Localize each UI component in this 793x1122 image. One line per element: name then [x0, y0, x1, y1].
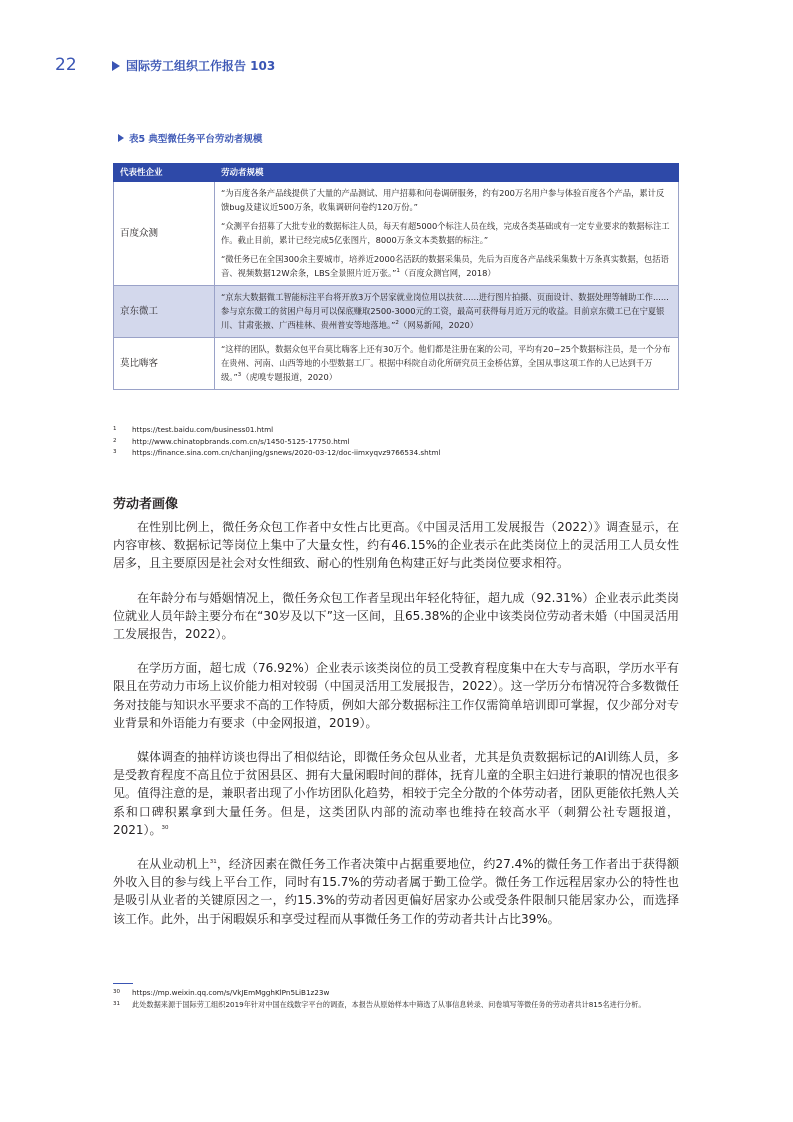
body-text-span: 媒体调查的抽样访谈也得出了相似结论，即微任务众包从业者，尤其是负责数据标记的AI训练人员，多是受教育程度不高且位于贫困县区、拥有大量闲暇时间的群体，抚育儿童的全职主妇进行兼职的情况也很多见。值得注意的是，兼职者出现了小作坊团队化趋势，相较于完全分散的个体劳动者，团队更能依托熟人关系和口碑积累拿到大量任务。但是，这类团队内部的流动率也维持在较高水平（刺猬公社专题报道，2021）。	[113, 750, 679, 837]
table-header-row	[114, 164, 679, 182]
worker-scale-table	[113, 163, 679, 390]
scale-text: “京东大数据微工智能标注平台将开放3万个居家就业岗位用以扶贫......进行图片拍摄、页面设计、数据处理等辅助工作......参与京东微工的贫困户每月可以保底赚取2500-3000元的工资，最高可获得每月近万元的收益。目前京东微工已在宁夏银川、甘肃张掖、广西桂林、贵州普安等地落地。”	[221, 292, 669, 330]
footnote-link[interactable]: https://mp.weixin.qq.com/s/VkJEmMgghKlPn5LiB1z23w	[132, 988, 330, 997]
scale-paragraph: “为百度各条产品线提供了大量的产品测试、用户招募和问卷调研服务，约有200万名用户参与体验百度各个产品，累计反馈bug及建议近500万条，收集调研问卷约120万份。”	[221, 188, 665, 212]
table-row	[114, 182, 679, 286]
footnote-link[interactable]: http://www.chinatopbrands.com.cn/s/1450-5125-17750.html	[132, 436, 350, 446]
footnote-link[interactable]: https://test.baidu.com/business01.html	[132, 425, 274, 434]
scale-source: （虎嗅专题报道，2020）	[241, 372, 338, 382]
body-paragraph: 在性别比例上，微任务众包工作者中女性占比更高。《中国灵活用工发展报告（2022）》调查显示，在内容审核、数据标记等岗位上集中了大量女性，约有46.15%的企业表示在此类岗位上的灵活用工人员女性居多，且主要原因是社会对女性细致、耐心的性别角色构建正好与此类岗位要求相符。	[113, 520, 679, 571]
scale-text: “这样的团队，数据众包平台莫比嗨客上还有30万个。他们都是注册在案的公司，平均有20~25个数据标注员，是一个分布在贵州、河南、山西等地的小型数据工厂。根据中科院自动化所研究员王金桥估算，全国从事这项工作的人已达到千万级。”	[221, 344, 671, 382]
running-header	[112, 57, 275, 74]
footnote	[113, 424, 441, 436]
footnote-number: 1	[113, 426, 117, 432]
footnote-link[interactable]: https://finance.sina.com.cn/chanjing/gsnews/2020-03-12/doc-iimxyqvz9766534.shtml	[132, 448, 441, 457]
table-row	[114, 286, 679, 338]
scale-source: （网易新闻，2020）	[398, 320, 479, 330]
company-cell: 京东微工	[114, 286, 215, 338]
scale-cell	[215, 182, 679, 286]
triangle-bullet-icon	[112, 61, 120, 71]
footnote-ref: 31	[209, 859, 217, 866]
footnote-number: 2	[113, 437, 117, 444]
triangle-bullet-icon	[118, 134, 124, 142]
footnote	[113, 999, 679, 1011]
footnote-ref: 2	[395, 320, 399, 327]
footnote	[113, 447, 441, 459]
body-text-span: ，经济因素在微任务工作者决策中占据重要地位，约27.4%的微任务工作者出于获得额外收入目的参与线上平台工作，同时有15.7%的劳动者属于勤工俭学。微任务工作远程居家办公的特性也是吸引从业者的关键原因之一，约15.3%的劳动者因更偏好居家办公或受条件限制只能居家办公，而选择该工作。此外，出于闲暇娱乐和享受过程而从事微任务工作的劳动者共计占比39%。	[113, 857, 679, 926]
footnote	[113, 987, 679, 999]
body-text-span: 在从业动机上	[137, 857, 210, 872]
running-title: 国际劳工组织工作报告 103	[126, 59, 276, 73]
footnote-ref: 30	[161, 824, 169, 831]
table-caption	[118, 131, 262, 145]
page-footnotes	[113, 987, 679, 1010]
footnote-ref: 3	[237, 372, 242, 379]
table-footnotes	[113, 424, 441, 459]
body-paragraph: 在学历方面，超七成（76.92%）企业表示该类岗位的员工受教育程度集中在大专与高职，学历水平有限且在劳动力市场上议价能力相对较弱（中国灵活用工发展报告，2022）。这一学历分布情况符合多数微任务对技能与知识水平要求不高的工作特质，例如大部分数据标注工作仅需简单培训即可掌握，仅少部分对专业背景和外语能力有要求（中金网报道，2019）。	[113, 661, 679, 730]
footnote	[113, 436, 441, 448]
scale-paragraph	[221, 342, 672, 384]
scale-paragraph	[221, 290, 672, 332]
column-header-company: 代表性企业	[114, 164, 215, 182]
scale-source: （百度众测官网，2018）	[399, 268, 496, 278]
scale-text: “微任务已在全国300余主要城市，培养近2000名活跃的数据采集员，先后为百度各产品线采集数十万条真实数据，包括语音、视频数据12W余条，LBS全景照片近万张。”	[221, 254, 669, 278]
company-cell: 百度众测	[114, 182, 215, 286]
scale-cell	[215, 286, 679, 338]
column-header-scale: 劳动者规模	[215, 164, 679, 182]
footnote-number: 3	[113, 449, 117, 455]
page-number: 22	[55, 55, 77, 75]
footnote-number: 31	[113, 1000, 120, 1007]
table-row	[114, 338, 679, 390]
body-paragraph	[113, 748, 679, 839]
company-cell: 莫比嗨客	[114, 338, 215, 390]
body-paragraph	[113, 855, 679, 928]
scale-paragraph	[221, 252, 672, 280]
footnote-ref: 1	[396, 268, 400, 275]
section-title: 劳动者画像	[113, 497, 179, 512]
footnote-text: 此处数据来源于国际劳工组织2019年针对中国在线数字平台的调查，本报告从原始样本中筛选了从事信息转录、问卷填写等微任务的劳动者共计815名进行分析。	[132, 999, 646, 1009]
footnote-divider	[113, 983, 133, 984]
scale-paragraph: “众测平台招募了大批专业的数据标注人员，每天有超5000个标注人员在线，完成各类基础或有一定专业要求的数据标注工作。截止目前，累计已经完成5亿张图片，8000万条文本类数据的标注。”	[221, 221, 670, 245]
footnote-number: 30	[113, 989, 120, 995]
body-text	[113, 518, 679, 944]
scale-cell	[215, 338, 679, 390]
table-caption-text: 表5 典型微任务平台劳动者规模	[129, 134, 263, 145]
body-paragraph: 在年龄分布与婚姻情况上，微任务众包工作者呈现出年轻化特征，超九成（92.31%）企业表示此类岗位就业人员年龄主要分布在“30岁及以下”这一区间，且65.38%的企业中该类岗位劳动者未婚（中国灵活用工发展报告，2022）。	[113, 590, 679, 642]
